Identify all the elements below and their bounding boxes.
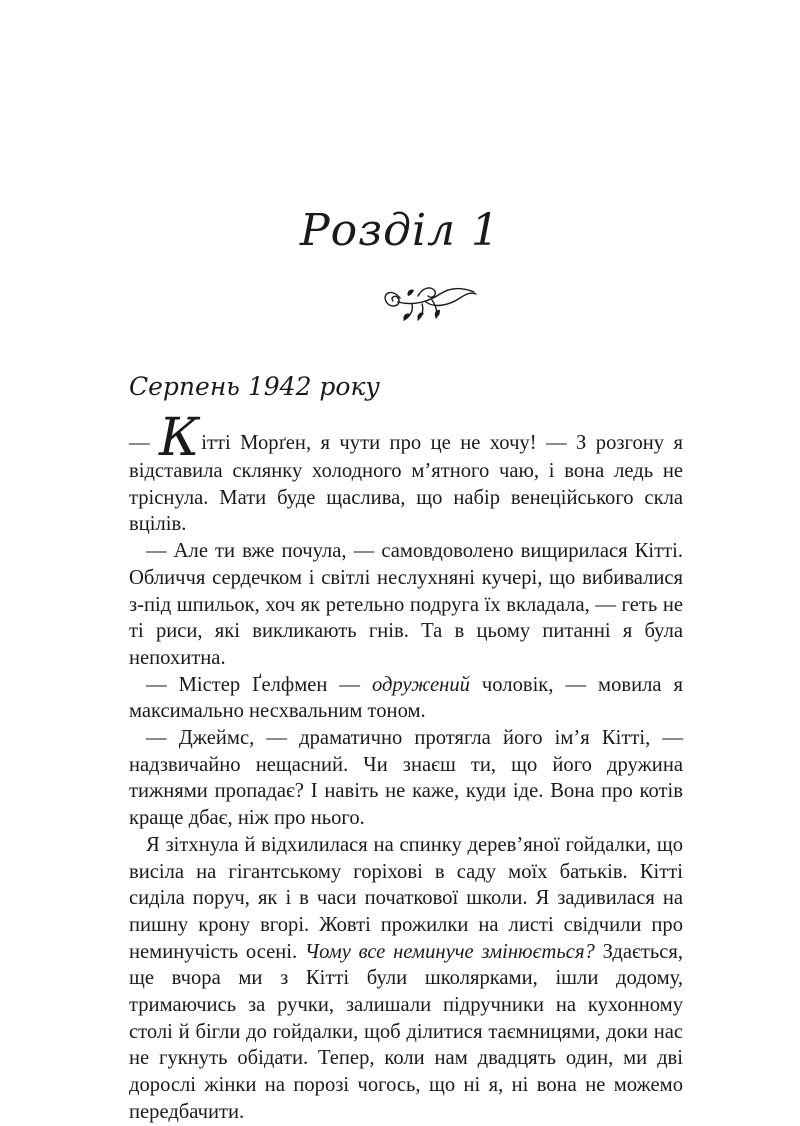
paragraph-2 — [129, 538, 683, 672]
paragraph-text-end: чоловік, — мовила я максимально несхвальним тоном. — [129, 673, 683, 723]
opening-dash: — — [129, 432, 160, 454]
emphasis-text: одружений — [371, 673, 470, 696]
paragraph-text-end: Здається, ще вчора ми з Кітті були школярками, ішли додому, тримаючись за ручки, залишали підручники на кухонному столі й бігли до гойдалки, щоб ділитися таємницями, доки нас не гукнуть обідати. Тепер, коли нам двадцять один, ми дві дорослі жінки на порозі чогось, що ні я, ні вона не можемо передбачити. — [129, 940, 683, 1123]
emphasis-text: Чому все неминуче змінюється? — [304, 940, 595, 963]
paragraph-3 — [129, 672, 683, 725]
paragraph-text: ітті Морґен, я чути про це не хочу! — З розгону я відставила склянку холодного м’ятного чаю, і вона ледь не тріснула. Мати буде щаслива, що набір венеційського скла вцілів. — [129, 432, 683, 536]
drop-cap: К — [159, 408, 200, 468]
chapter-title: Розділ 1 — [299, 205, 501, 256]
section-date: Серпень 1942 року — [129, 372, 380, 401]
paragraph-1 — [129, 408, 683, 538]
paragraph-text-start: Я зітхнула й відхилилася на спинку дерев’яної гойдалки, що висіла на гігантському горіхові в саду моїх батьків. Кітті сиділа поруч, як і в часи початкової школи. Я задивилася на пишну крону вгорі. Жовті прожилки на листі свідчили про неминучість осені. — [129, 833, 683, 963]
paragraph-text: — Але ти вже почула, — самовдоволено вищирилася Кітті. Обличчя сердечком і світлі неслухняні кучері, що вибивалися з-під шпильок, хоч як ретельно подруга їх вкладала, — геть не ті риси, які викликають гнів. Та в цьому питанні я була непохитна. — [129, 540, 683, 669]
paragraph-4 — [129, 725, 683, 832]
paragraph-text: — Джеймс, — драматично протягла його ім’я Кітті, — надзвичайно нещасний. Чи знаєш ти, що його дружина тижнями пропадає? І навіть не каже, куди іде. Вона про котів краще дбає, ніж про нього. — [129, 727, 683, 830]
paragraph-5 — [129, 832, 683, 1126]
chapter-body — [129, 408, 683, 1126]
paragraph-text-start: — Містер Ґелфмен — — [146, 673, 372, 696]
floral-vignette-icon — [378, 276, 478, 324]
